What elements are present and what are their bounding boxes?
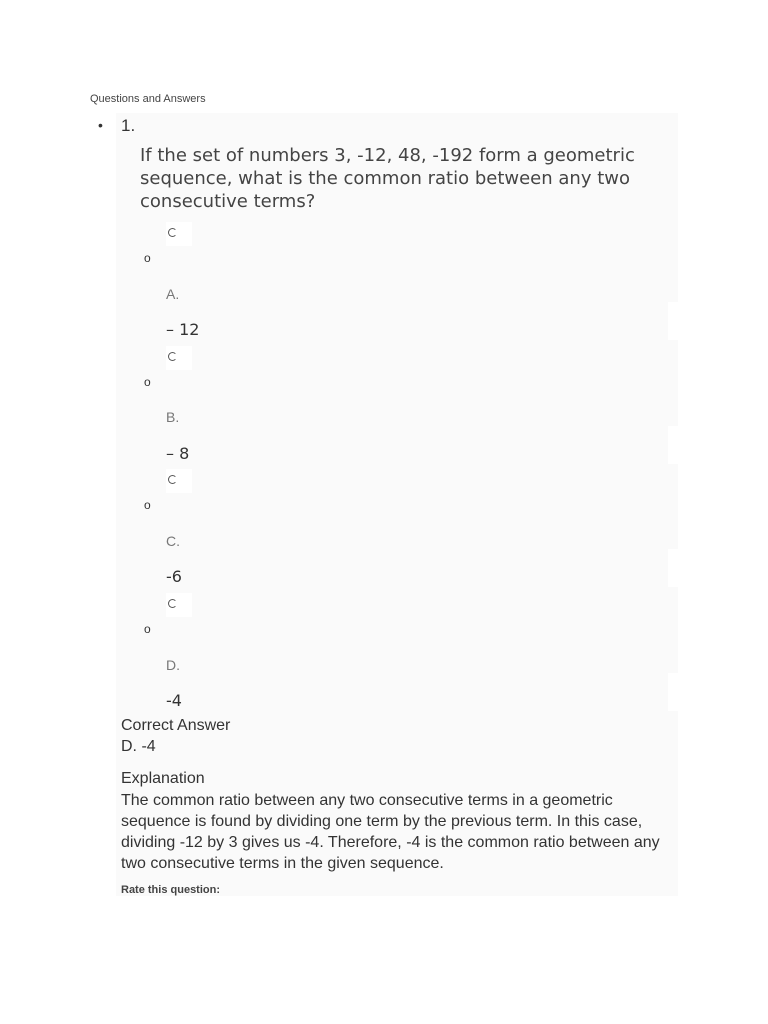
radio-icon: [168, 228, 177, 237]
explanation-label: Explanation: [121, 770, 205, 787]
correct-answer-label: Correct Answer: [121, 717, 231, 734]
option-c-bullet: o: [144, 498, 151, 512]
option-c-radio[interactable]: [166, 469, 192, 493]
panel-notch: [668, 549, 678, 587]
question-text: If the set of numbers 3, -12, 48, -192 form a geometric sequence, what is the common ratio between any two consecutive terms?: [140, 145, 635, 212]
option-b-letter: B.: [166, 409, 180, 425]
radio-icon: [168, 352, 177, 361]
correct-answer-value: D. -4: [121, 738, 156, 755]
option-b-radio[interactable]: [166, 346, 192, 370]
rate-question-label: Rate this question:: [121, 884, 221, 896]
radio-icon: [168, 475, 177, 484]
option-c-value[interactable]: -6: [166, 567, 182, 586]
option-a-letter: A.: [166, 286, 180, 302]
explanation-text: The common ratio between any two consecutive terms in a geometric sequence is found by dividing one term by the previous term. In this case, dividing -12 by 3 gives us -4. Therefore, -4 is the common ratio between any two consecutive terms in the given sequence.: [121, 792, 660, 872]
panel-notch: [668, 673, 678, 711]
option-b-bullet: o: [144, 375, 151, 389]
panel-notch: [668, 302, 678, 340]
option-a-value[interactable]: – 12: [166, 320, 200, 339]
option-b-value[interactable]: – 8: [166, 444, 190, 463]
question-number: 1.: [121, 116, 136, 135]
panel-notch: [668, 426, 678, 464]
section-title: Questions and Answers: [90, 93, 206, 105]
list-bullet: •: [98, 117, 103, 133]
radio-icon: [168, 599, 177, 608]
option-a-bullet: o: [144, 251, 151, 265]
option-c-letter: C.: [166, 533, 180, 549]
option-a-radio[interactable]: [166, 222, 192, 246]
option-d-value[interactable]: -4: [166, 691, 182, 710]
option-d-radio[interactable]: [166, 593, 192, 617]
option-d-letter: D.: [166, 657, 180, 673]
option-d-bullet: o: [144, 622, 151, 636]
